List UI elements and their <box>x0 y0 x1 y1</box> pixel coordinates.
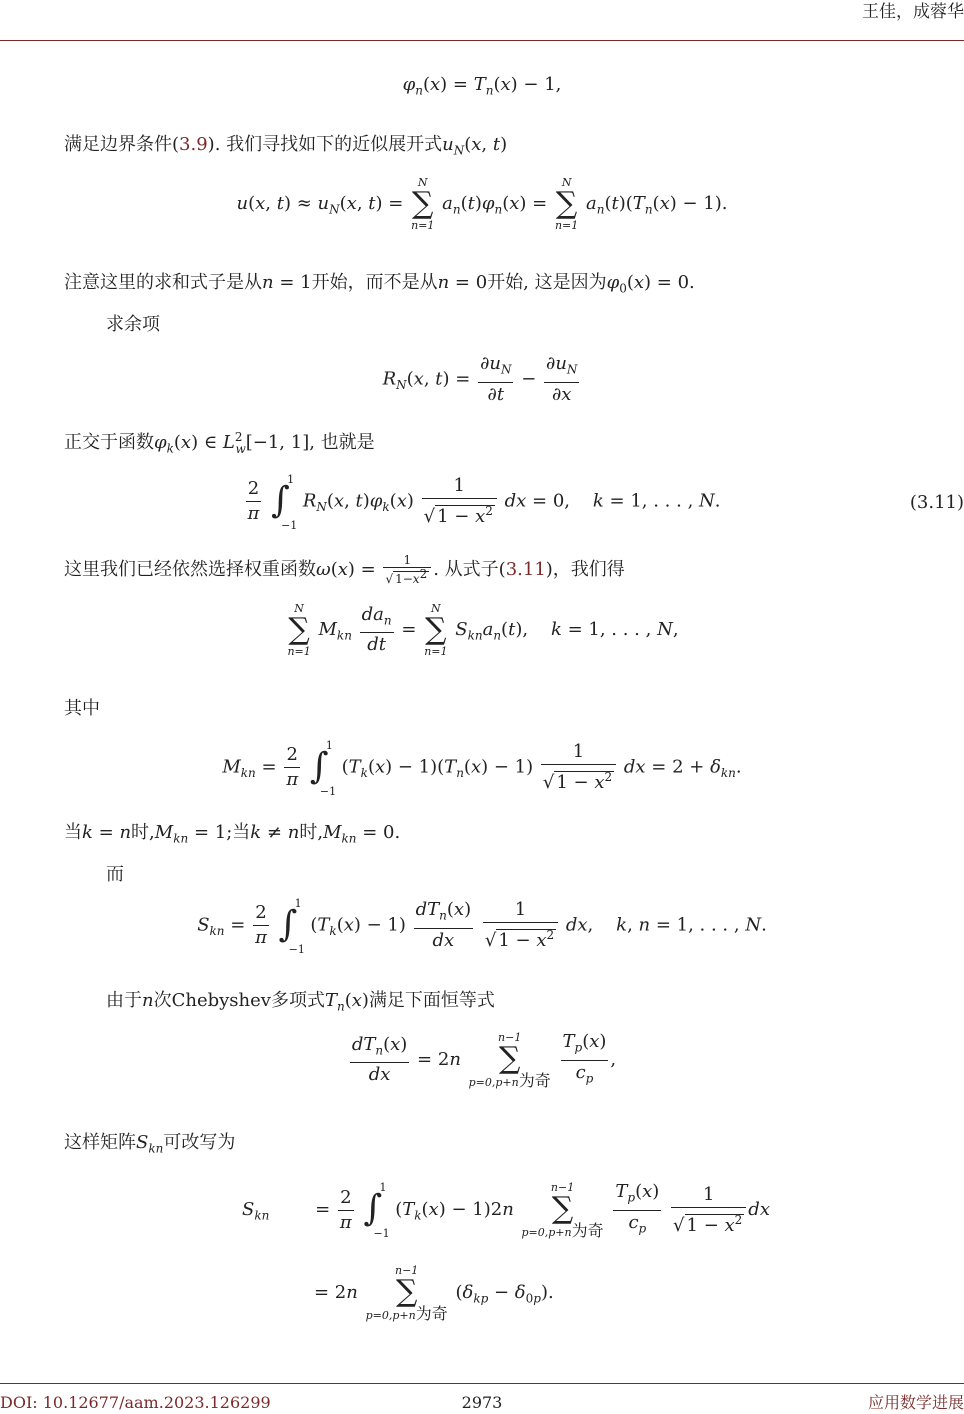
footer-doi[interactable]: DOI: 10.12677/aam.2023.126299 <box>0 1393 271 1412</box>
equation-S-kn-rewrite-line1: $S_{kn}$ = $\frac{2}{\pi}$ ∫ 1 −1 $(T_k(x) - 1)2n$ n−1 ∑ p=0,p+n为奇 $\frac{T_p(x)}{c_p}$ $\frac{1}{√ 1 - x^2}$ dx <box>242 1181 770 1241</box>
footer-journal-name[interactable]: 应用数学进展 <box>867 1393 964 1412</box>
paragraph-where: 其中 <box>64 698 100 719</box>
paragraph-sum-note: 注意这里的求和式子是从n = 1开始，而不是从n = 0开始, 这是因为$\varphi_0(x) = 0$. <box>64 272 695 296</box>
equation-approx-expansion: u(x, $t) \approx u_N(x$, t) = N ∑ n=1 $a_n(t)\varphi_n(x)$ = N ∑ n=1 $a_n(t)(T_n(x) - 1)$. <box>236 176 728 232</box>
footer-rule <box>0 1383 964 1384</box>
paragraph-M-cases: 当k = n时$,M_{kn} = 1$;当k ≠ n时$,M_{kn} = 0$. <box>64 822 401 846</box>
paragraph-boundary-condition: 满足边界条件(3.9). 我们寻找如下的近似展开式$u_N(x$, t) <box>64 134 508 158</box>
equation-3-11: $\frac{2}{\pi}$ ∫ 1 −1 $R_N(x$, $t)\varphi_k(x)$ $\frac{1}{√ 1 - x^2}$ dx = 0, k = 1, . . . , N. <box>247 472 721 532</box>
equation-number-3-11: (3.11) <box>909 492 964 513</box>
paragraph-residual: 求余项 <box>106 314 160 335</box>
paragraph-orthogonal: 正交于函数$\varphi_k(x)$ ∈ $L^2_w[-1$, 1], 也就是 <box>64 430 375 456</box>
ref-eq-3-9[interactable]: 3.9 <box>179 134 208 155</box>
ref-eq-3-11[interactable]: 3.11 <box>505 559 546 580</box>
equation-phi-def: $\varphi_n(x) = T_n(x) - 1$, <box>402 74 562 98</box>
paragraph-weight-function: 这里我们已经依然选择权重函数ω(x) = $\frac{1}{√ 1-x^2}$ . 从式子(3.11)，我们得 <box>64 553 625 586</box>
paragraph-chebyshev-identity: 由于n次Chebyshev多项式$T_n(x)$满足下面恒等式 <box>106 990 495 1014</box>
footer-page-number: 2973 <box>461 1393 503 1412</box>
equation-residual: $R_N(x$, t) = $\frac{\partial u_N}{\partial t}$ − $\frac{\partial u_N}{\partial x}$ <box>382 353 578 405</box>
paragraph-and: 而 <box>106 864 124 885</box>
paragraph-rewrite: 这样矩阵$S_{kn}$可改写为 <box>64 1132 236 1156</box>
equation-derivative-identity: $\frac{dT_n(x)}{dx}$ = 2n n−1 ∑ p=0,p+n为奇 $\frac{T_p(x)}{c_p}$ , <box>351 1031 617 1091</box>
equation-M-kn: $M_{kn}$ = $\frac{2}{\pi}$ ∫ 1 −1 $(T_k(x) - 1)(T_n(x) - 1)$ $\frac{1}{√ 1 - x^2}$ dx = $2 + \delta_{kn}$. <box>222 738 742 798</box>
equation-matrix-system: N ∑ n=1 $M_{kn}$ $\frac{da_n}{dt}$ = N ∑ n=1 $S_{kn}a_n(t)$, k = 1, . . . , N, <box>287 602 679 658</box>
header-rule <box>0 40 964 41</box>
equation-S-kn-rewrite-line2: = 2n n−1 ∑ p=0,p+n为奇 $(\delta_{kp} - \delta_{0p})$. <box>314 1264 554 1323</box>
equation-S-kn: $S_{kn}$ = $\frac{2}{\pi}$ ∫ 1 −1 $(T_k(x) - 1)$ $\frac{dT_n(x)}{dx}$ $\frac{1}{√ 1 - x^2}$ dx, k, n = 1, . . . , N. <box>197 896 767 956</box>
running-header-authors: 王佳，成蓉华 <box>862 2 964 22</box>
